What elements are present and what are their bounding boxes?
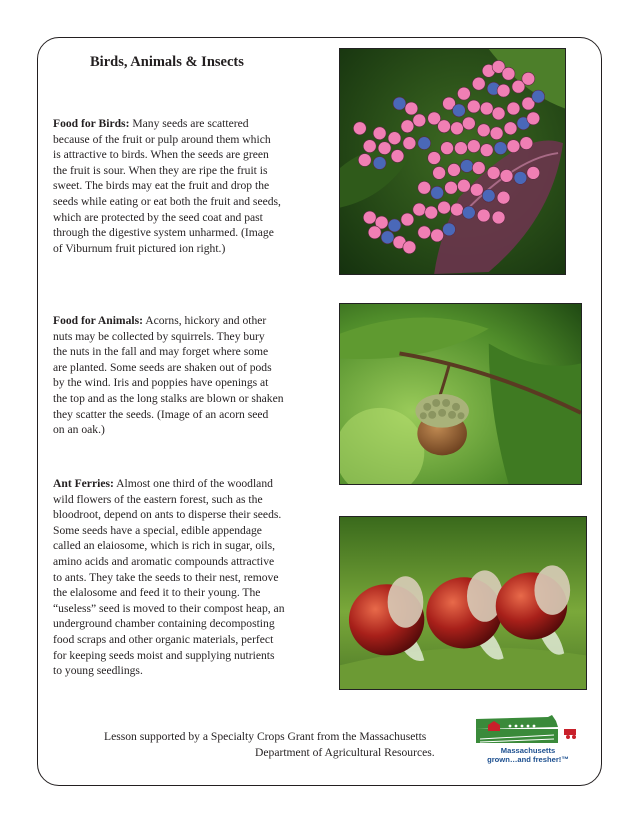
berry [403, 241, 416, 254]
section-animals-text: Acorns, hickory and other nuts may be collected by squirrels. They bury the nuts in the fall and may forget where some are planted. Some seeds are shaken out of pods by the wind. Iris and poppies have openings at the top and as the long stalks are blown or shaken they scatter the seeds. (Image of an acorn seed on an oak.) [53, 314, 284, 437]
berry [527, 166, 540, 179]
berry [363, 211, 376, 224]
berry [482, 189, 495, 202]
berry [492, 107, 505, 120]
berry [358, 154, 371, 167]
berry [507, 102, 520, 115]
berry [462, 206, 475, 219]
berry [438, 201, 451, 214]
berry [507, 140, 520, 153]
grant-acknowledgement-line2: Department of Agricultural Resources. [255, 746, 435, 759]
berry [504, 122, 517, 135]
berry [373, 127, 386, 140]
berry [373, 157, 386, 170]
berry [467, 140, 480, 153]
berry [388, 132, 401, 145]
berry [502, 67, 515, 80]
berry [472, 162, 485, 175]
berry [353, 122, 366, 135]
berry [418, 181, 431, 194]
logo-line-2: grown…and fresher!™ [487, 755, 569, 764]
berry [532, 90, 545, 103]
berry [401, 120, 414, 133]
berry [431, 229, 444, 242]
berry [480, 102, 493, 115]
berry [381, 231, 394, 244]
berry [378, 142, 391, 155]
berry [477, 209, 490, 222]
berry [520, 137, 533, 150]
bloodroot-seeds-photo [339, 516, 587, 690]
berry [457, 179, 470, 192]
berry [470, 183, 483, 196]
berry [527, 112, 540, 125]
berry [405, 102, 418, 115]
berry [418, 226, 431, 239]
berry [388, 219, 401, 232]
section-animals-heading: Food for Animals: [53, 314, 143, 327]
berry [494, 142, 507, 155]
berry [460, 160, 473, 173]
berry [401, 213, 414, 226]
berry [490, 127, 503, 140]
berry [413, 203, 426, 216]
acorn-on-oak-photo [339, 303, 582, 485]
berry [453, 104, 466, 117]
berry [497, 191, 510, 204]
berry [433, 166, 446, 179]
page-title: Birds, Animals & Insects [90, 54, 244, 70]
berry [497, 84, 510, 97]
berry [500, 169, 513, 182]
berry [451, 203, 464, 216]
berry [428, 152, 441, 165]
berry [514, 171, 527, 184]
berry [441, 142, 454, 155]
section-ants-text: Almost one third of the woodland wild flowers of the eastern forest, such as the bloodroot, depend on ants to disperse their seeds. Some seeds have a special, edible appendage called an elaiosome, which is rich in sugar, oils, amino acids and aromatic compounds attractive to ants. They take the seeds to their nest, remove the elalosome and feed it to their young. The “useless” seed is moved to their compost heap, an underground chamber containing decomposting food scraps and other organic materials, perfect for keeping seeds moist and supplying nutrients to young seedlings. [53, 477, 285, 678]
section-animals [53, 313, 315, 438]
berry [438, 120, 451, 133]
berry [522, 72, 535, 85]
berry [413, 114, 426, 127]
berry [425, 206, 438, 219]
section-birds-text: Many seeds are scattered because of the fruit or pulp around them which is attractive to birds. When the seeds are green the fruit is sour. When they are ripe the fruit is sweet. The birds may eat the fruit and drop the seeds while eating or eat both the fruit and seeds, which are protected by the seed coat and past through the digestive system unharmed. (Image of Viburnum fruit pictured ion right.) [53, 117, 281, 255]
section-birds-heading: Food for Birds: [53, 117, 130, 130]
berry [487, 166, 500, 179]
viburnum-fruit-photo [339, 48, 566, 275]
section-birds [53, 116, 315, 256]
logo-text [474, 746, 582, 764]
berry [462, 117, 475, 130]
berry [451, 122, 464, 135]
berry [403, 137, 416, 150]
berry [431, 186, 444, 199]
logo-line-1: Massachusetts [500, 746, 556, 755]
berry [443, 223, 456, 236]
section-ants-heading: Ant Ferries: [53, 477, 114, 490]
berry [480, 144, 493, 157]
section-ants [53, 476, 315, 679]
berry [391, 150, 404, 163]
berry [477, 124, 490, 137]
berry [457, 87, 470, 100]
berry [467, 100, 480, 113]
berry [445, 181, 458, 194]
grant-acknowledgement-line1: Lesson supported by a Specialty Crops Grant from the Massachusetts [104, 730, 427, 743]
berry [448, 163, 461, 176]
berry [492, 211, 505, 224]
berry [418, 137, 431, 150]
berry [472, 77, 485, 90]
berry [368, 226, 381, 239]
berry [363, 140, 376, 153]
berry [454, 142, 467, 155]
berry [393, 97, 406, 110]
